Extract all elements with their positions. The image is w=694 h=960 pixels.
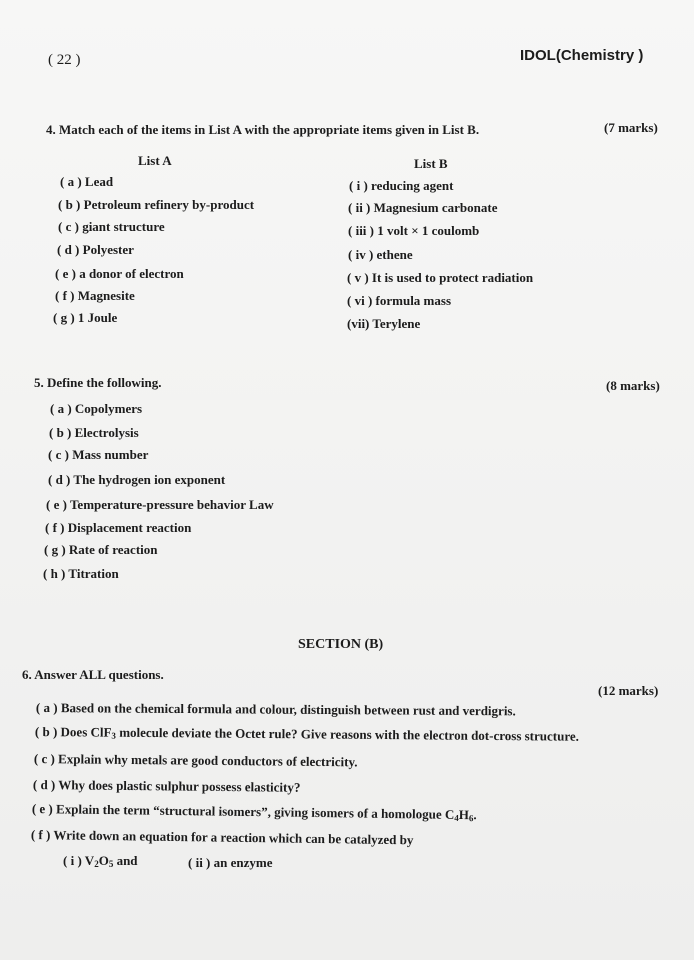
question-number: 4. <box>46 122 56 137</box>
list-a-item: ( d ) Polyester <box>57 242 134 257</box>
subquestion-a: ( a ) Based on the chemical formula and colour, distinguish between rust and verdigris. <box>35 700 516 719</box>
question-number: 5. <box>34 375 44 390</box>
list-a-reference: List A <box>208 122 242 137</box>
list-a-heading: List A <box>138 153 172 168</box>
page-number: ( 22 ) <box>48 52 81 68</box>
list-a-item: ( c ) giant structure <box>58 219 165 234</box>
list-a-item: ( g ) 1 Joule <box>53 310 118 325</box>
definition-item: ( g ) Rate of reaction <box>44 542 158 557</box>
question-text: Answer <box>34 667 80 682</box>
list-b-item: ( ii ) Magnesium carbonate <box>348 200 498 215</box>
list-a-item: ( b ) Petroleum refinery by-product <box>58 197 255 212</box>
list-b-item: ( iii ) 1 volt × 1 coulomb <box>348 223 480 238</box>
list-b-item: (vii) Terylene <box>347 316 421 331</box>
question-text: with the appropriate items given in <box>241 122 443 137</box>
subquestion-e: ( e ) Explain the term “structural isomers”, giving isomers of a homologue $C_4H_6$. <box>31 801 477 824</box>
question-6 <box>22 667 164 683</box>
question-4 <box>46 122 479 138</box>
document-title: IDOL(Chemistry ) <box>520 47 644 64</box>
subquestion-c: ( c ) Explain why metals are good conductors of electricity. <box>33 751 358 770</box>
definition-item: ( b ) Electrolysis <box>49 425 139 440</box>
list-a-item: ( e ) a donor of electron <box>55 266 184 281</box>
subquestion-d: ( d ) Why does plastic sulphur possess elasticity? <box>32 777 301 795</box>
question-text: ALL <box>79 667 106 682</box>
subquestion-f: ( f ) Write down an equation for a reaction which can be catalyzed by <box>30 827 414 848</box>
list-b-item: ( vi ) formula mass <box>347 293 451 308</box>
question-text: Match each of the items in <box>59 122 209 137</box>
list-b-reference: List B. <box>442 122 480 137</box>
subquestion-f-ii: ( ii ) an enzyme <box>188 855 273 870</box>
marks-label: (7 marks) <box>604 120 658 135</box>
marks-label: (8 marks) <box>606 378 660 393</box>
question-text: Define the following. <box>47 375 162 390</box>
section-heading: SECTION (B) <box>298 637 384 652</box>
marks-label: (12 marks) <box>598 683 659 698</box>
definition-item: ( f ) Displacement reaction <box>45 520 192 535</box>
subquestion-b: ( b ) Does ClF$_3$ molecule deviate the Octet rule? Give reasons with the electron dot-cross structure. <box>34 724 580 744</box>
definition-item: ( d ) The hydrogen ion exponent <box>48 472 226 487</box>
definition-item: ( c ) Mass number <box>48 447 149 462</box>
list-b-item: ( i ) reducing agent <box>349 178 454 193</box>
list-b-item: ( v ) It is used to protect radiation <box>347 270 534 285</box>
question-text: questions. <box>105 667 164 682</box>
question-number: 6. <box>22 667 32 682</box>
list-b-item: ( iv ) ethene <box>348 247 413 262</box>
list-a-item: ( f ) Magnesite <box>55 288 135 303</box>
definition-item: ( h ) Titration <box>43 566 119 581</box>
list-a-item: ( a ) Lead <box>60 174 114 189</box>
subquestion-f-i: ( i ) $V_2O_5$ and <box>63 853 138 869</box>
question-5 <box>34 375 161 391</box>
definition-item: ( a ) Copolymers <box>50 401 143 416</box>
definition-item: ( e ) Temperature-pressure behavior Law <box>46 497 274 512</box>
list-b-heading: List B <box>414 156 448 171</box>
